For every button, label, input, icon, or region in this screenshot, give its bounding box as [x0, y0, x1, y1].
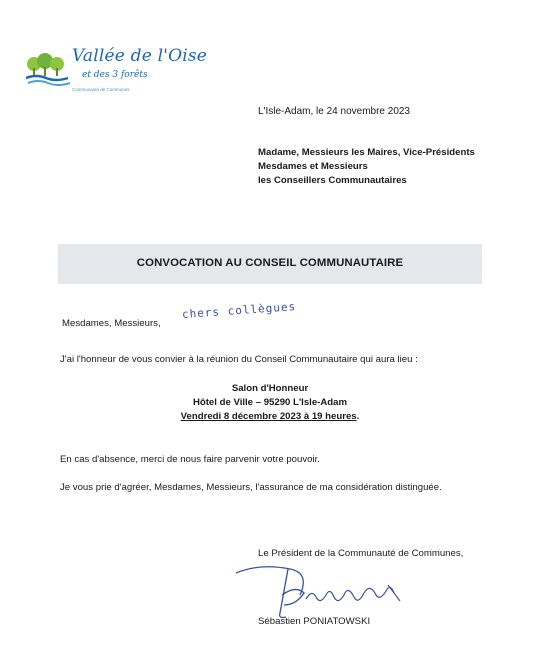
logo-name: Vallée de l'Oise	[72, 46, 208, 66]
recipient-line: Madame, Messieurs les Maires, Vice-Présidents	[258, 147, 475, 158]
venue-datetime-line	[150, 411, 390, 422]
venue-datetime: Vendredi 8 décembre 2023 à 19 heures	[180, 411, 357, 422]
document-title: CONVOCATION AU CONSEIL COMMUNAUTAIRE	[136, 257, 404, 269]
venue-datetime-suffix: .	[356, 411, 360, 422]
logo	[24, 44, 208, 100]
handwritten-note: chers collègues	[181, 300, 297, 321]
signatory-title: Le Président de la Communauté de Communes,	[258, 548, 464, 559]
tree-logo-icon	[24, 50, 74, 90]
logo-subtitle: Communauté de Communes	[72, 87, 130, 92]
venue-room: Salon d'Honneur	[231, 383, 309, 394]
recipient-line: Mesdames et Messieurs	[258, 161, 368, 172]
place-date: L'Isle-Adam, le 24 novembre 2023	[258, 106, 410, 117]
signatory-name: Sébastien PONIATOWSKI	[258, 616, 371, 627]
venue-address: Hôtel de Ville – 95290 L'Isle-Adam	[192, 397, 348, 408]
closing-paragraph: Je vous prie d'agréer, Mesdames, Messieurs, l'assurance de ma considération distinguée.	[60, 482, 442, 493]
recipients	[258, 146, 475, 188]
logo-name-2: et des 3 forêts	[82, 70, 148, 80]
salutation: Mesdames, Messieurs,	[62, 318, 161, 329]
absence-paragraph: En cas d'absence, merci de nous faire parvenir votre pouvoir.	[60, 454, 320, 465]
recipient-line: les Conseillers Communautaires	[258, 175, 407, 186]
intro-paragraph: J'ai l'honneur de vous convier à la réunion du Conseil Communautaire qui aura lieu :	[60, 354, 418, 365]
